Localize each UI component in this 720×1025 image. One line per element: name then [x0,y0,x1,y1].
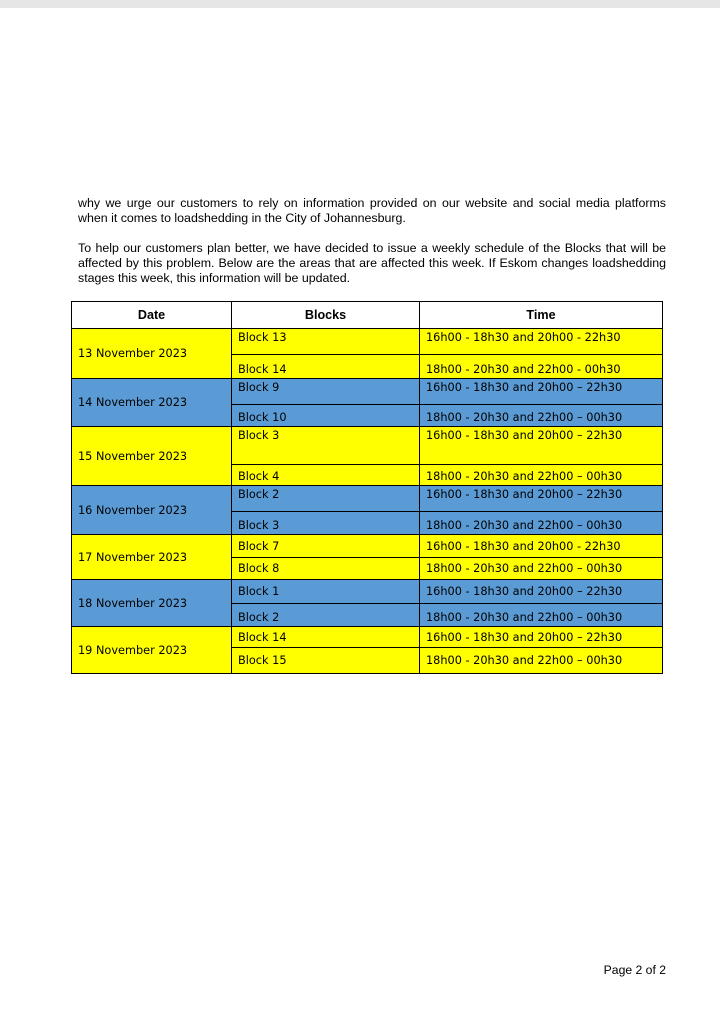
header-time: Time [420,302,663,329]
date-cell: 14 November 2023 [72,379,232,427]
block-cell: Block 2 [232,486,420,512]
block-cell: Block 13 [232,329,420,355]
table-row [72,535,663,558]
header-blocks: Blocks [232,302,420,329]
time-cell: 18h00 - 20h30 and 22h00 – 00h30 [420,405,663,427]
table-row [72,486,663,512]
viewer-top-bar [0,0,720,8]
time-cell: 18h00 - 20h30 and 22h00 – 00h30 [420,558,663,580]
time-cell: 16h00 - 18h30 and 20h00 – 22h30 [420,427,663,465]
time-cell: 16h00 - 18h30 and 20h00 – 22h30 [420,580,663,604]
block-cell: Block 1 [232,580,420,604]
date-cell: 13 November 2023 [72,329,232,379]
block-cell: Block 10 [232,405,420,427]
time-cell: 18h00 - 20h30 and 22h00 - 00h30 [420,355,663,379]
block-cell: Block 2 [232,604,420,627]
date-cell: 19 November 2023 [72,627,232,674]
block-cell: Block 14 [232,627,420,648]
block-cell: Block 15 [232,648,420,674]
date-cell: 17 November 2023 [72,535,232,580]
table-header-row [72,302,663,329]
table-row [72,627,663,648]
block-cell: Block 4 [232,465,420,486]
header-date: Date [72,302,232,329]
block-cell: Block 3 [232,427,420,465]
table-row [72,329,663,355]
table-row [72,379,663,405]
time-cell: 18h00 - 20h30 and 22h00 – 00h30 [420,604,663,627]
block-cell: Block 7 [232,535,420,558]
time-cell: 16h00 - 18h30 and 20h00 – 22h30 [420,379,663,405]
schedule-paragraph: To help our customers plan better, we have decided to issue a weekly schedule of the Blocks that will be affected by this problem. Below are the areas that are affected this week. If Eskom changes loadshedding stages this week, this information will be updated. [78,241,666,285]
block-cell: Block 8 [232,558,420,580]
date-cell: 15 November 2023 [72,427,232,486]
time-cell: 18h00 - 20h30 and 22h00 – 00h30 [420,465,663,486]
block-cell: Block 9 [232,379,420,405]
page-number: Page 2 of 2 [603,963,666,977]
time-cell: 16h00 - 18h30 and 20h00 – 22h30 [420,486,663,512]
time-cell: 16h00 - 18h30 and 20h00 - 22h30 [420,329,663,355]
time-cell: 18h00 - 20h30 and 22h00 – 00h30 [420,648,663,674]
time-cell: 18h00 - 20h30 and 22h00 – 00h30 [420,512,663,535]
table-row [72,427,663,465]
intro-paragraph: why we urge our customers to rely on information provided on our website and social media platforms when it comes to loadshedding in the City of Johannesburg. [78,196,666,225]
date-cell: 16 November 2023 [72,486,232,535]
loadshedding-schedule-table [71,301,663,674]
block-cell: Block 3 [232,512,420,535]
date-cell: 18 November 2023 [72,580,232,627]
time-cell: 16h00 - 18h30 and 20h00 – 22h30 [420,627,663,648]
table-row [72,580,663,604]
block-cell: Block 14 [232,355,420,379]
time-cell: 16h00 - 18h30 and 20h00 - 22h30 [420,535,663,558]
